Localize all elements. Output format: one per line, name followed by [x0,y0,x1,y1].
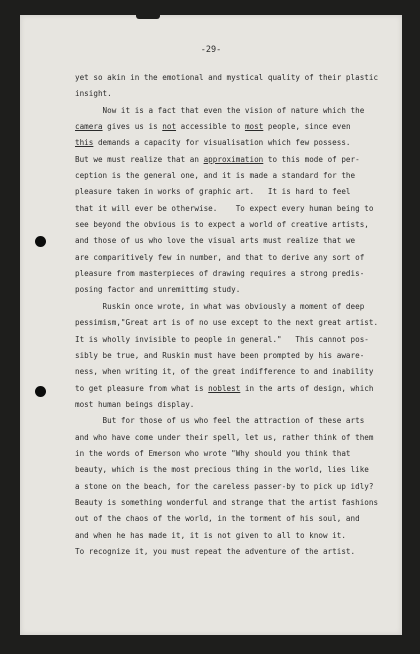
text-run: demands a capacity for visualisation which few possess. [93,138,351,148]
underlined-word: this [75,138,94,148]
text-run: that it will ever be otherwise. To expect every human being to [75,203,374,213]
text-run: and those of us who love the visual arts must realize that we [75,236,356,246]
text-line [75,528,395,544]
text-run: insight. [75,89,112,99]
text-run: and who have come under their spell, let us, rather think of them [75,432,374,442]
text-line [75,86,395,102]
text-run: beauty, which is the most precious thing in the world, lies like [75,465,369,475]
text-line [75,430,395,446]
text-run: a stone on the beach, for the careless passer-by to pick up idly? [75,481,374,491]
text-line [75,364,395,380]
text-run: out of the chaos of the world, in the torment of his soul, and [75,514,360,524]
underlined-word: noblest [208,383,241,393]
text-run: But for those of us who feel the attraction of these arts [75,416,365,426]
text-line [75,332,395,348]
text-run: yet so akin in the emotional and mystical quality of their plastic [75,73,379,82]
text-run: Ruskin once wrote, in what was obviously a moment of deep [75,301,365,311]
text-line [75,70,395,86]
text-run: posing factor and unremittimg study. [75,285,241,295]
text-line [75,413,395,429]
typed-page [20,15,402,635]
text-line [75,397,395,413]
text-run: It is wholly invisible to people in general." This cannot pos- [75,334,369,344]
text-line [75,250,395,266]
text-run: most human beings display. [75,399,195,409]
text-line [75,184,395,200]
text-line [75,217,395,233]
text-run: sibly be true, and Ruskin must have been prompted by his aware- [75,350,365,360]
text-run: gives us is [102,122,163,132]
typed-body-text [75,70,395,560]
text-line [75,462,395,478]
underlined-word: camera [75,122,103,132]
text-run: accessible to [176,122,245,132]
text-line [75,119,395,135]
text-run: Now it is a fact that even the vision of nature which the [75,105,365,115]
page-tab [136,11,160,19]
text-line [75,348,395,364]
text-line [75,233,395,249]
text-line [75,446,395,462]
text-line [75,315,395,331]
text-line [75,168,395,184]
text-line [75,266,395,282]
underlined-word: most [244,122,264,132]
text-run: pleasure from masterpieces of drawing requires a strong predis- [75,269,365,279]
text-run: see beyond the obvious is to expect a world of creative artists, [75,220,369,230]
text-run: to get pleasure from what is [75,383,209,393]
text-run: in the arts of design, which [240,383,374,393]
punch-hole-upper [35,236,46,247]
text-run: Beauty is something wonderful and strange that the artist fashions [75,497,379,507]
underlined-word: approximation [203,154,264,164]
text-run: But we must realize that an [75,154,204,164]
text-run: ness, when writing it, of the great indifference to and inability [75,367,374,377]
text-line [75,103,395,119]
text-line [75,479,395,495]
page-number: -29- [200,45,222,55]
text-line [75,511,395,527]
text-line [75,201,395,217]
text-run: in the words of Emerson who wrote "Why should you think that [75,448,351,458]
text-run: people, since even [263,122,351,132]
text-line [75,299,395,315]
text-run: to this mode of per- [263,154,360,164]
text-line [75,495,395,511]
text-run: are comparitively few in number, and that to derive any sort of [75,252,365,262]
text-run: ception is the general one, and it is made a standard for the [75,171,356,181]
punch-hole-lower [35,386,46,397]
text-line [75,282,395,298]
underlined-word: not [162,122,177,132]
text-run: pleasure taken in works of graphic art. It is hard to feel [75,187,351,197]
text-run: To recognize it, you must repeat the adventure of the artist. [75,546,356,556]
text-run: and when he has made it, it is not given to all to know it. [75,530,346,540]
text-line [75,135,395,151]
text-line [75,381,395,397]
text-run: pessimism,"Great art is of no use except to the next great artist. [75,318,379,328]
text-line [75,544,395,560]
text-line [75,152,395,168]
